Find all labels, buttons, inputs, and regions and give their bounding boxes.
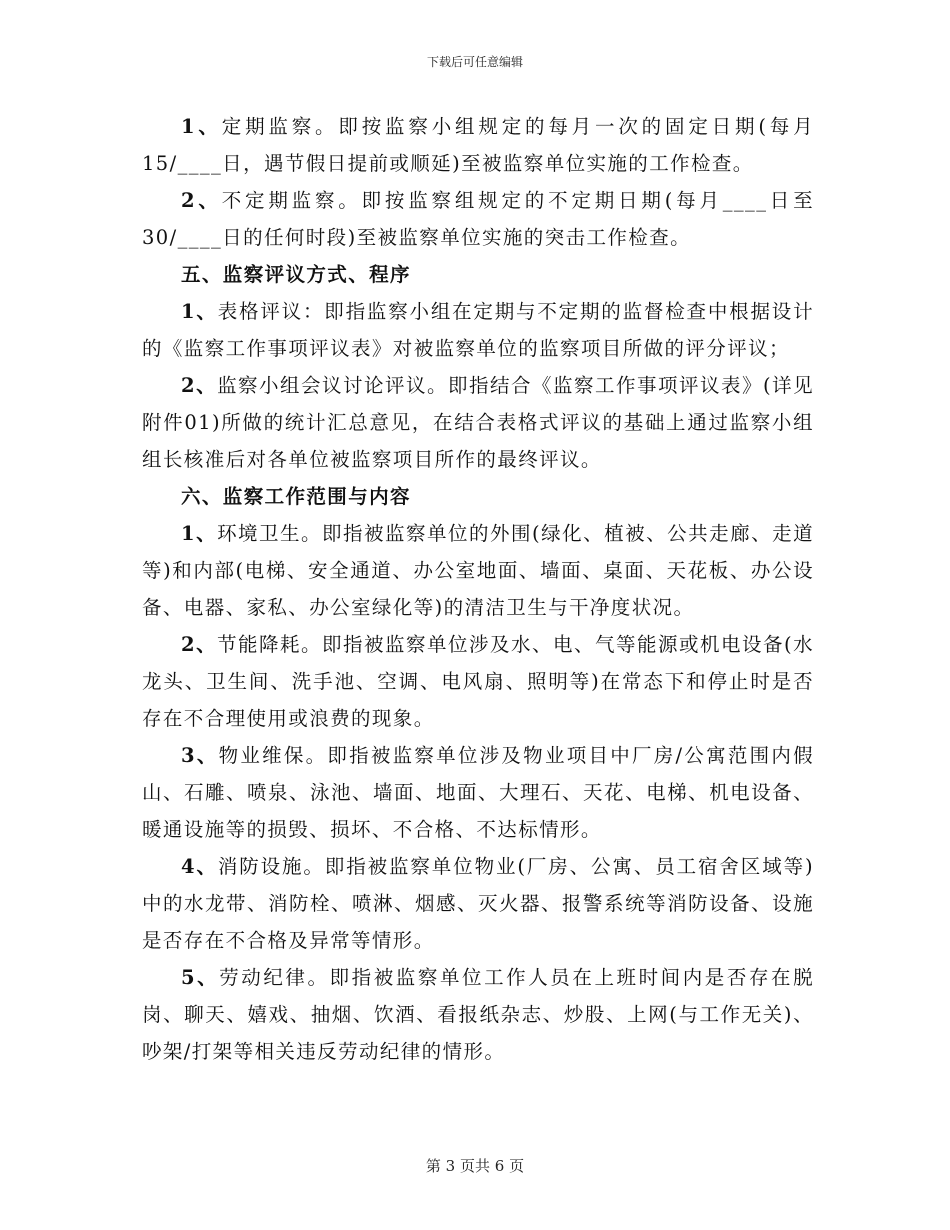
paragraph-item — [142, 182, 814, 256]
item-number: 1、 — [181, 522, 218, 545]
paragraph-item — [142, 367, 814, 478]
paragraph-item — [142, 626, 814, 737]
item-number: 2、 — [181, 374, 218, 397]
item-text: 劳动纪律。即指被监察单位工作人员在上班时间内是否存在脱岗、聊天、嬉戏、抽烟、饮酒、看报纸杂志、炒股、上网(与工作无关)、吵架/打架等相关违反劳动纪律的情形。 — [142, 966, 814, 1063]
item-number: 5、 — [181, 966, 220, 989]
item-text: 表格评议：即指监察小组在定期与不定期的监督检查中根据设计的《监察工作事项评议表》对被监察单位的监察项目所做的评分评议； — [142, 300, 815, 360]
item-text: 不定期监察。即按监察组规定的不定期日期(每月____日至30/____日的任何时段)至被监察单位实施的突击工作检查。 — [142, 189, 814, 249]
paragraph-item — [142, 959, 814, 1070]
section-heading: 五、监察评议方式、程序 — [181, 263, 411, 286]
item-text: 节能降耗。即指被监察单位涉及水、电、气等能源或机电设备(水龙头、卫生间、洗手池、空调、电风扇、照明等)在常态下和停止时是否存在不合理使用或浪费的现象。 — [142, 633, 814, 730]
paragraph-item — [142, 737, 814, 848]
page-footer: 第 3 页共 6 页 — [425, 1157, 525, 1175]
document-body — [142, 108, 814, 1070]
item-text: 监察小组会议讨论评议。即指结合《监察工作事项评议表》(详见附件01)所做的统计汇总意见，在结合表格式评议的基础上通过监察小组组长核准后对各单位被监察项目所作的最终评议。 — [142, 374, 814, 471]
paragraph-item — [142, 515, 814, 626]
item-number: 1、 — [181, 115, 222, 138]
item-number: 2、 — [181, 189, 222, 212]
item-number: 4、 — [181, 855, 218, 878]
item-number: 3、 — [181, 744, 219, 767]
paragraph-item — [142, 848, 814, 959]
section-heading: 六、监察工作范围与内容 — [181, 485, 411, 508]
item-text: 物业维保。即指被监察单位涉及物业项目中厂房/公寓范围内假山、石雕、喷泉、泳池、墙面、地面、大理石、天花、电梯、机电设备、暖通设施等的损毁、损坏、不合格、不达标情形。 — [142, 744, 814, 841]
page-header: 下载后可任意编辑 — [426, 55, 523, 69]
paragraph-item — [142, 293, 814, 367]
paragraph-item — [142, 108, 814, 182]
item-text: 环境卫生。即指被监察单位的外围(绿化、植被、公共走廊、走道等)和内部(电梯、安全通道、办公室地面、墙面、桌面、天花板、办公设备、电器、家私、办公室绿化等)的清洁卫生与干净度状况。 — [142, 522, 814, 619]
item-number: 2、 — [181, 633, 218, 656]
item-text: 定期监察。即按监察小组规定的每月一次的固定日期(每月15/____日，遇节假日提前或顺延)至被监察单位实施的工作检查。 — [142, 115, 814, 175]
item-text: 消防设施。即指被监察单位物业(厂房、公寓、员工宿舍区域等)中的水龙带、消防栓、喷淋、烟感、灭火器、报警系统等消防设备、设施是否存在不合格及异常等情形。 — [142, 855, 814, 952]
item-number: 1、 — [181, 300, 218, 323]
